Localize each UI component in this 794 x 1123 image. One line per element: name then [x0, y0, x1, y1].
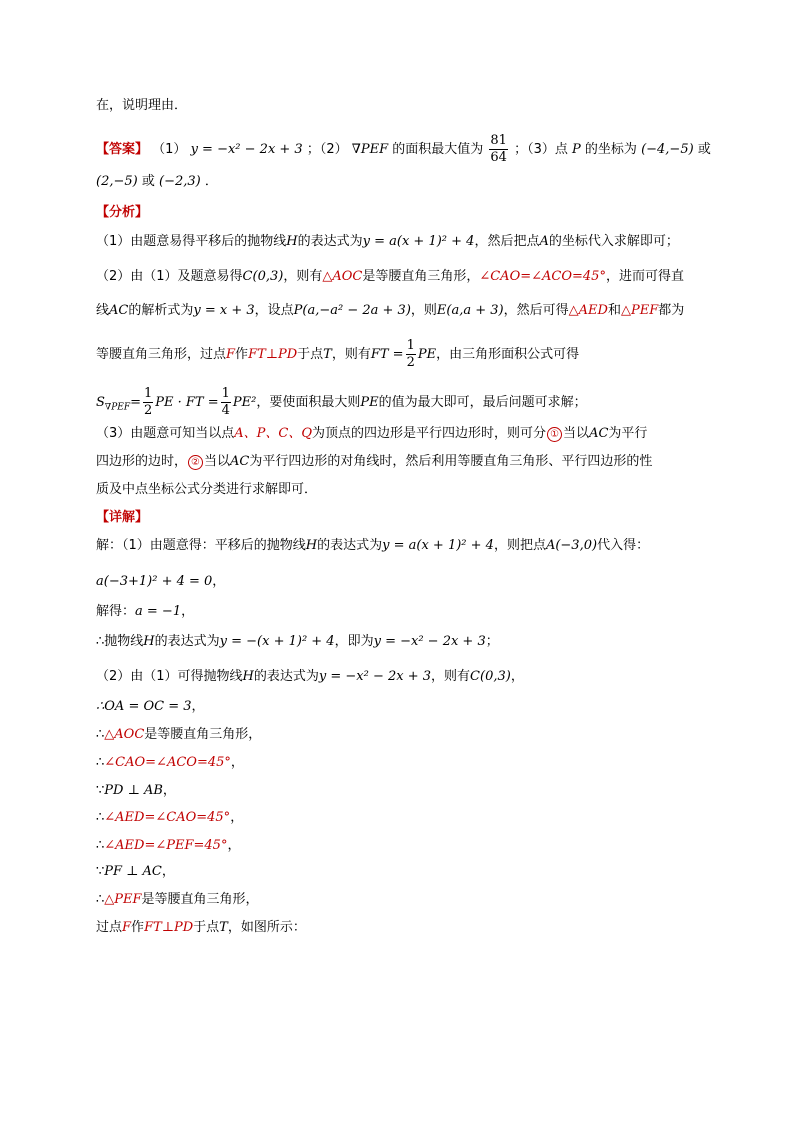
text: 的表达式为 — [297, 234, 363, 249]
subscript: ∇PEF — [104, 402, 131, 413]
answer-label: 【答案】 — [96, 142, 149, 157]
text: 于点 — [193, 920, 220, 935]
fraction — [143, 386, 153, 419]
equation: FT⊥PD — [248, 347, 298, 362]
fraction-denominator: 4 — [221, 403, 230, 418]
text: 当以 — [563, 426, 590, 441]
math-symbol: △PEF — [620, 303, 659, 318]
text-line — [96, 96, 187, 116]
text: ， — [230, 810, 244, 825]
text: ， — [212, 574, 226, 589]
text: ， — [227, 838, 241, 853]
text-line — [96, 836, 240, 856]
text: （1）由题意易得平移后的抛物线 — [96, 234, 287, 249]
text-line — [96, 267, 684, 287]
text: ， — [230, 755, 244, 770]
equation: PE · FT = — [155, 395, 219, 410]
text: ∴ — [96, 810, 105, 825]
text: 的面积最大值为 — [392, 142, 484, 157]
fraction-numerator: 1 — [221, 386, 230, 401]
text: ；（2） — [306, 142, 348, 157]
fraction-denominator: 2 — [143, 403, 153, 418]
fraction-denominator: 2 — [406, 355, 415, 370]
text-line — [96, 536, 649, 556]
math-symbol: T — [323, 347, 332, 362]
answer-line — [96, 133, 711, 166]
text-line — [96, 480, 317, 500]
text: ，设点 — [254, 303, 294, 318]
text: （2）由（1）及题意易得 — [96, 269, 243, 284]
equation: y = −(x + 1)² + 4 — [219, 634, 335, 649]
text: ，然后把点 — [474, 234, 540, 249]
text: 等腰直角三角形，过点 — [96, 347, 227, 362]
text-line — [96, 862, 175, 882]
equation: y = −x² − 2x + 3 — [373, 634, 486, 649]
text: 为顶点的四边形是平行四边形时，则可分 — [312, 426, 547, 441]
text-line — [96, 338, 579, 371]
text-line — [96, 632, 499, 652]
equation: ∠AED=∠CAO=45° — [104, 810, 231, 825]
text-line — [96, 232, 679, 252]
math-symbol: T — [219, 920, 228, 935]
fraction-numerator: 81 — [490, 133, 507, 148]
text: 的值为最大即可，最后问题可求解； — [378, 395, 587, 410]
equation: FT⊥PD — [144, 920, 194, 935]
text: ，则有 — [283, 269, 323, 284]
text: ， — [181, 604, 195, 619]
text: ，然后可得 — [503, 303, 569, 318]
text: ∵ — [96, 864, 105, 879]
text-line — [96, 808, 243, 828]
math-symbol: A — [539, 234, 549, 249]
text: ，进而可得直 — [605, 269, 684, 284]
equation: y = −x² − 2x + 3 — [190, 142, 303, 157]
text: 和 — [607, 303, 621, 318]
fraction — [221, 386, 231, 419]
fraction-numerator: 1 — [143, 386, 153, 401]
fraction-denominator: 64 — [490, 150, 507, 165]
text: 的坐标代入求解即可； — [548, 234, 679, 249]
text: 是等腰直角三角形， — [362, 269, 480, 284]
detail-label: 【详解】 — [96, 510, 149, 525]
text: 的表达式为 — [317, 538, 383, 553]
text: ∴抛物线 — [96, 634, 144, 649]
text: ，则 — [410, 303, 437, 318]
text: 当以 — [204, 454, 231, 469]
text: ； — [485, 634, 499, 649]
text: ∴ — [96, 755, 105, 770]
equation: y = x + 3 — [193, 303, 255, 318]
coordinate: (−2,3) — [159, 174, 201, 189]
math-symbol: H — [242, 669, 254, 684]
text: 过点 — [96, 920, 123, 935]
analysis-label: 【分析】 — [96, 205, 149, 220]
equation: ∴OA = OC = 3 — [96, 699, 192, 714]
math-symbol: H — [305, 538, 318, 553]
math-symbol: AC — [109, 303, 129, 318]
text: 的表达式为 — [253, 669, 319, 684]
text: 或 — [697, 142, 711, 157]
text: ，则有 — [431, 669, 471, 684]
math-symbol: PE — [417, 347, 437, 362]
coordinate: (−4,−5) — [641, 142, 694, 157]
text: 的解析式为 — [128, 303, 194, 318]
text-line — [96, 572, 225, 592]
text-line — [96, 753, 244, 773]
text-line — [96, 301, 684, 321]
math-symbol: F — [226, 347, 236, 362]
text: ∴ — [96, 838, 105, 853]
math-symbol: △AOC — [322, 269, 363, 284]
text-line — [96, 725, 261, 745]
text-line — [96, 781, 176, 801]
coordinate: (2,−5) — [96, 174, 138, 189]
text: 为平行 — [608, 426, 648, 441]
coordinate: A(−3,0) — [545, 538, 598, 553]
math-symbol: PE — [360, 395, 379, 410]
text: 为平行四边形的对角线时，然后利用等腰直角三角形、平行四边形的性 — [249, 454, 653, 469]
text: ， — [191, 699, 205, 714]
coordinate: P(a,−a² − 2a + 3) — [293, 303, 411, 318]
equation: PD ⊥ AB — [104, 783, 163, 798]
text: ， — [510, 669, 524, 684]
text-line — [96, 424, 647, 444]
detail-header — [96, 508, 148, 528]
text: 是等腰直角三角形， — [144, 727, 262, 742]
text: ，如图所示： — [227, 920, 306, 935]
coordinate: C(0,3) — [470, 669, 511, 684]
text: 线 — [96, 303, 110, 318]
text: 是等腰直角三角形， — [141, 892, 259, 907]
case-number: ① — [547, 427, 562, 442]
math-symbol: △PEF — [104, 892, 142, 907]
math-symbol: ∇PEF — [351, 142, 389, 157]
text: 或 — [141, 174, 155, 189]
math-symbol: △AOC — [104, 727, 145, 742]
text-line — [96, 890, 259, 910]
equation: PE² — [232, 395, 257, 410]
text: 质及中点坐标公式分类进行求解即可． — [96, 482, 318, 497]
text-line — [96, 386, 587, 419]
text: ，要使面积最大则 — [256, 395, 361, 410]
text: ，即为 — [334, 634, 374, 649]
math-symbol: S — [96, 395, 105, 410]
math-symbol: P — [572, 142, 581, 157]
math-symbol: H — [143, 634, 155, 649]
case-number: ② — [188, 455, 203, 470]
text-line — [96, 602, 194, 622]
text: ，由三角形面积公式可得 — [436, 347, 580, 362]
text: （1） — [152, 142, 187, 157]
text: ，则把点 — [493, 538, 546, 553]
fraction — [489, 133, 508, 166]
text: ∵ — [96, 783, 105, 798]
coordinate: C(0,3) — [242, 269, 284, 284]
equation: ∠CAO=∠ACO=45° — [104, 755, 231, 770]
text: 于点 — [297, 347, 324, 362]
equation: y = −x² − 2x + 3 — [318, 669, 432, 684]
text-line — [96, 452, 652, 472]
equation: FT = — [370, 347, 404, 362]
text-line — [96, 667, 524, 687]
text: 的表达式为 — [154, 634, 220, 649]
equation: a = −1 — [135, 604, 182, 619]
text-line — [96, 697, 205, 717]
text: 代入得： — [597, 538, 650, 553]
text: ∴ — [96, 727, 105, 742]
equation: y = a(x + 1)² + 4 — [362, 234, 475, 249]
math-symbol: F — [122, 920, 132, 935]
text: 都为 — [658, 303, 685, 318]
coordinate: E(a,a + 3) — [436, 303, 504, 318]
equation: PF ⊥ AC — [104, 864, 162, 879]
text-line — [96, 918, 306, 938]
math-symbol: △AED — [568, 303, 608, 318]
equation: = — [130, 395, 141, 410]
text: ， — [161, 864, 175, 879]
math-symbol: A、P、C、Q — [234, 426, 313, 441]
math-symbol: AC — [230, 454, 250, 469]
equation: ∠CAO=∠ACO=45° — [479, 269, 606, 284]
text: 四边形的边时， — [96, 454, 188, 469]
text: 的坐标为 — [584, 142, 637, 157]
text: ，则有 — [331, 347, 371, 362]
fraction-numerator: 1 — [406, 338, 415, 353]
text: 在，说明理由． — [96, 98, 188, 113]
text: 作 — [235, 347, 249, 362]
text: ∴ — [96, 892, 105, 907]
math-symbol: AC — [589, 426, 609, 441]
equation: a(−3+1)² + 4 = 0 — [96, 574, 213, 589]
text: 作 — [131, 920, 145, 935]
text: 解：（1）由题意得：平移后的抛物线 — [96, 538, 306, 553]
text: （3）由题意可知当以点 — [96, 426, 235, 441]
equation: ∠AED=∠PEF=45° — [104, 838, 228, 853]
text: （2）由（1）可得抛物线 — [96, 669, 243, 684]
analysis-header — [96, 203, 148, 223]
fraction — [406, 338, 416, 371]
text: 解得： — [96, 604, 136, 619]
text: ；（3）点 — [514, 142, 568, 157]
equation: y = a(x + 1)² + 4 — [382, 538, 494, 553]
math-symbol: H — [286, 234, 298, 249]
answer-line — [96, 172, 218, 192]
text: ， — [162, 783, 176, 798]
text: ． — [204, 174, 218, 189]
